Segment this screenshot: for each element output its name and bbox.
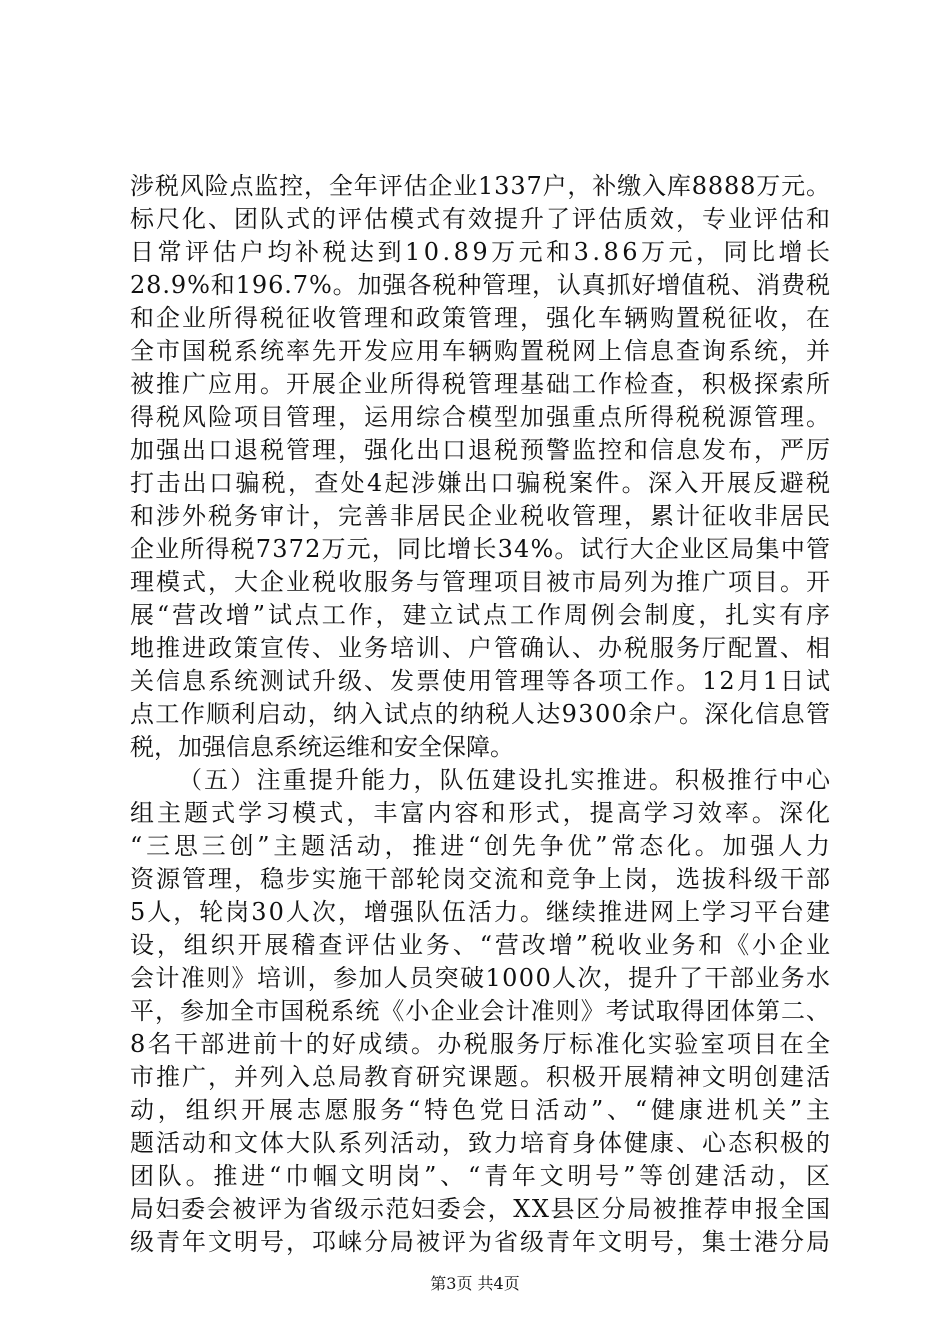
body-line: 8名干部进前十的好成绩。办税服务厅标准化实验室项目在全 bbox=[130, 1030, 833, 1058]
body-line: 税，加强信息系统运维和安全保障。 bbox=[130, 733, 514, 761]
body-line: 题活动和文体大队系列活动，致力培育身体健康、心态积极的 bbox=[130, 1129, 832, 1157]
body-line: 平，参加全市国税系统《小企业会计准则》考试取得团体第二、 bbox=[130, 997, 832, 1025]
body-line: 级青年文明号，邛崃分局被评为省级青年文明号，集士港分局 bbox=[130, 1228, 832, 1256]
section-heading-line: （五）注重提升能力，队伍建设扎实推进。积极推行中心 bbox=[178, 766, 833, 794]
body-line: 28.9%和196.7%。加强各税种管理，认真抓好增值税、消费税 bbox=[130, 271, 831, 299]
body-line: 点工作顺利启动，纳入试点的纳税人达9300余户。深化信息管 bbox=[130, 700, 832, 728]
body-line: 资源管理，稳步实施干部轮岗交流和竞争上岗，选拔科级干部 bbox=[130, 865, 832, 893]
body-line: 会计准则》培训，参加人员突破1000人次，提升了干部业务水 bbox=[130, 964, 832, 992]
body-line: 打击出口骗税，查处4起涉嫌出口骗税案件。深入开展反避税 bbox=[130, 469, 833, 497]
body-line: 涉税风险点监控，全年评估企业1337户，补缴入库8888万元。 bbox=[130, 172, 831, 200]
body-line: 日常评估户均补税达到10.89万元和3.86万元，同比增长 bbox=[130, 238, 834, 266]
body-line: 设，组织开展稽查评估业务、“营改增”税收业务和《小企业 bbox=[130, 931, 833, 959]
body-line: “三思三创”主题活动，推进“创先争优”常态化。加强人力 bbox=[130, 832, 834, 860]
body-line: 标尺化、团队式的评估模式有效提升了评估质效，专业评估和 bbox=[130, 205, 832, 233]
body-line: 市推广，并列入总局教育研究课题。积极开展精神文明创建活 bbox=[130, 1063, 832, 1091]
body-line: 动，组织开展志愿服务“特色党日活动”、“健康进机关”主 bbox=[130, 1096, 834, 1124]
body-line: 组主题式学习模式，丰富内容和形式，提高学习效率。深化 bbox=[130, 799, 834, 827]
body-line: 加强出口退税管理，强化出口退税预警监控和信息发布，严厉 bbox=[130, 436, 832, 464]
body-line: 展“营改增”试点工作，建立试点工作周例会制度，扎实有序 bbox=[130, 601, 833, 629]
page-number-footer: 第3页 共4页 bbox=[430, 1274, 520, 1293]
body-line: 企业所得税7372万元，同比增长34%。试行大企业区局集中管 bbox=[130, 535, 832, 563]
document-body bbox=[130, 170, 834, 1259]
body-line: 理模式，大企业税收服务与管理项目被市局列为推广项目。开 bbox=[130, 568, 832, 596]
body-line: 全市国税系统率先开发应用车辆购置税网上信息查询系统，并 bbox=[130, 337, 832, 365]
body-line: 地推进政策宣传、业务培训、户管确认、办税服务厅配置、相 bbox=[130, 634, 832, 662]
body-line: 5人，轮岗30人次，增强队伍活力。继续推进网上学习平台建 bbox=[130, 898, 833, 926]
body-line: 得税风险项目管理，运用综合模型加强重点所得税税源管理。 bbox=[130, 403, 832, 431]
body-line: 局妇委会被评为省级示范妇委会，XX县区分局被推荐申报全国 bbox=[130, 1195, 832, 1223]
body-line: 和企业所得税征收管理和政策管理，强化车辆购置税征收，在 bbox=[130, 304, 832, 332]
body-line: 团队。推进“巾帼文明岗”、“青年文明号”等创建活动，区 bbox=[130, 1162, 834, 1190]
body-line: 被推广应用。开展企业所得税管理基础工作检查，积极探索所 bbox=[130, 370, 832, 398]
body-line: 和涉外税务审计，完善非居民企业税收管理，累计征收非居民 bbox=[130, 502, 832, 530]
body-line: 关信息系统测试升级、发票使用管理等各项工作。12月1日试 bbox=[130, 667, 833, 695]
